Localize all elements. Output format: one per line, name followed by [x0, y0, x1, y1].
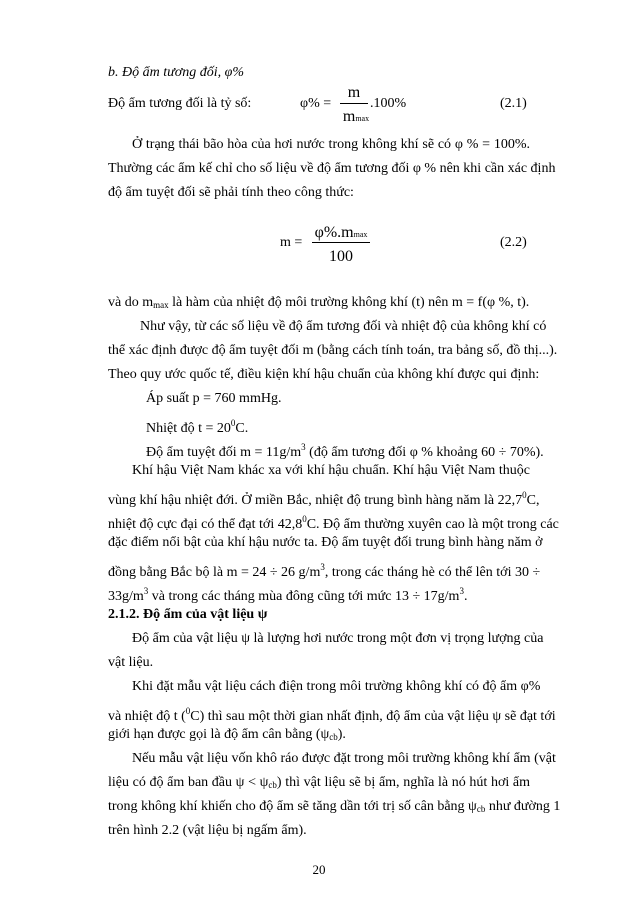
- eq2-number: (2.2): [500, 235, 527, 250]
- eq1-tail: .100%: [370, 96, 407, 111]
- eq1-fraction-bar: [340, 103, 368, 104]
- eq2-numerator: φ%.mmax: [314, 224, 368, 241]
- eq2-lhs: m =: [280, 235, 303, 250]
- condition-temperature: Nhiệt độ $t = 20^0C$.: [146, 418, 249, 436]
- para6-line3: giới hạn được gọi là độ ẩm cân bằng $(\psi_{cb})$.: [108, 727, 346, 742]
- eq2-denominator: 100: [329, 248, 353, 265]
- eq1-number: (2.1): [500, 96, 527, 111]
- para4-line5: đồng bằng Bắc bộ là m = 24 ÷ 26 $g/m^3$, trong các tháng hè có thể lên tới 30 ÷: [108, 562, 541, 580]
- para6-line2: và nhiệt độ t ($^0$C) thì sau một thời gian nhất định, độ ẩm của vật liệu ψ sẽ đạt tới: [108, 706, 556, 724]
- para4-line3: nhiệt độ cực đại có thể đạt tới 42,8$^0$C. Độ ẩm thường xuyên cao là một trong các: [108, 514, 559, 532]
- eq2-fraction-bar: [312, 242, 370, 243]
- para3-line3: Theo quy ước quốc tế, điều kiện khí hậu chuẩn của không khí được qui định:: [108, 367, 540, 382]
- para3-line1: Như vậy, từ các số liệu về độ ẩm tương đối và nhiệt độ của không khí có: [140, 319, 547, 334]
- para7-line1: Nếu mẫu vật liệu vốn khô ráo được đặt trong môi trường không khí ẩm (vật: [132, 751, 556, 766]
- page-number: 20: [312, 862, 326, 877]
- section-b-heading: b. Độ ẩm tương đối, φ%: [108, 65, 245, 80]
- para7-line4: trên hình 2.2 (vật liệu bị ngấm ẩm).: [108, 823, 307, 838]
- para4-line1: Khí hậu Việt Nam khác xa với khí hậu chuẩn. Khí hậu Việt Nam thuộc: [132, 463, 530, 478]
- para7-line3: trong không khí khiến cho độ ẩm sẽ tăng dần tới trị số cân bằng $\psi_{cb}$ như đường 1: [108, 799, 561, 814]
- para3-line2: thể xác định được độ ẩm tuyệt đối m (bằng cách tính toán, tra bảng số, đồ thị...).: [108, 343, 558, 358]
- para5-line2: vật liệu.: [108, 655, 154, 670]
- para6-line1: Khi đặt mẫu vật liệu cách điện trong môi trường không khí có độ ẩm φ%: [132, 679, 541, 694]
- para5-line1: Độ ẩm của vật liệu ψ là lượng hơi nước trong một đơn vị trọng lượng của: [132, 631, 544, 646]
- para4-line6: $33g/m^3$ và trong các tháng mùa đông cũng tới mức $13 \div 17g/m^3$.: [108, 586, 468, 604]
- section-212-heading: 2.1.2. Độ ẩm của vật liệu ψ: [108, 607, 268, 622]
- para4-line2: vùng khí hậu nhiệt đới. Ở miền Bắc, nhiệt độ trung bình hàng năm là 22,7$^0$C,: [108, 490, 540, 508]
- eq1-lhs: φ% =: [300, 96, 332, 111]
- para4-line4: đặc điểm nổi bật của khí hậu nước ta. Độ ẩm tuyệt đối trung bình hàng năm ở: [108, 535, 543, 550]
- condition-humidity: Độ ẩm tuyệt đối $m = 11g/m^3$ (độ ẩm tương đối φ % khoảng 60 ÷ 70%).: [146, 442, 544, 460]
- para1-line3: độ ẩm tuyệt đối sẽ phải tính theo công thức:: [108, 185, 354, 200]
- para2-line1: và do $m_{max}$ là hàm của nhiệt độ môi trường không khí (t) nên m = f(φ %, t).: [108, 295, 530, 310]
- eq1-numerator: m: [347, 84, 361, 101]
- para7-line2: liệu có độ ẩm ban đầu $\psi < \psi_{cb}$) thì vật liệu sẽ bị ẩm, nghĩa là nó hút hơi ẩm: [108, 775, 530, 790]
- para1-line2: Thường các ẩm kế chỉ cho số liệu về độ ẩm tương đối φ % nên khi cần xác định: [108, 161, 556, 176]
- eq1-intro: Độ ẩm tương đối là tỷ số:: [108, 96, 252, 111]
- eq1-denominator: mmax: [342, 108, 370, 125]
- condition-pressure: Áp suất p = 760 mmHg.: [146, 391, 282, 406]
- para1-line1: Ở trạng thái bão hòa của hơi nước trong không khí sẽ có φ % = 100%.: [132, 137, 530, 152]
